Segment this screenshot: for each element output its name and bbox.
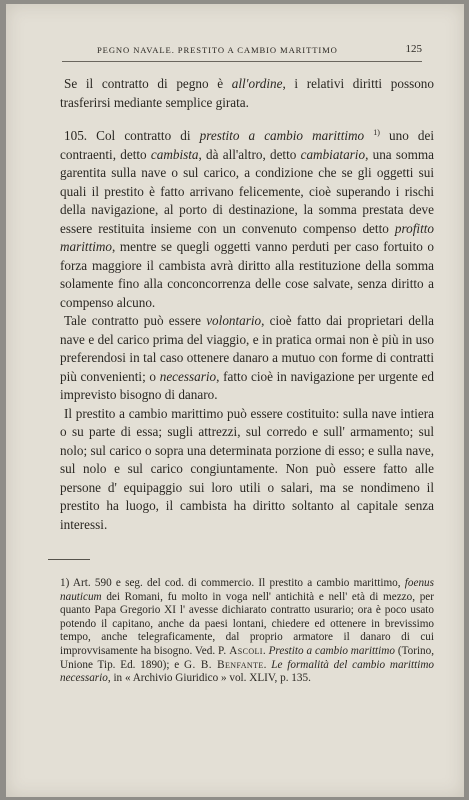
paragraph-105: 105. Col contratto di prestito a cambio marittimo $^{1)}$ uno dei contraenti, detto cambista, dà all'altro, detto cambiatario, una somma garentita sulla nave o sul carico, a condizione che se gli oggetti sui quali il prestito è fatto arrivano felicemente, cioè superando i rischi della navigazione, al porto di destinazione, la somma prestata deve essere restituita insieme con un convenuto compenso detto profitto marittimo, mentre se quegli oggetti vanno perduti per caso fortuito o forza maggiore il cambista avrà diritto alla restituzione della somma solamente fino alla conconcorrenza delle cose salvate, senza diritto a compenso alcuno. (60, 128, 434, 310)
footnote-text: 1) Art. 590 e seg. del cod. di commercio. Il prestito a cambio marittimo, foenus nauticum dei Romani, fu molto in voga nell' antichità e nell' età di mezzo, per quanto Papa Gregorio XI l' avesse dichiarato contratto usurario; ora è poco usato potendo il capitano, anche da paesi lontani, chiedere ed ottenere in brevissimo tempo, anche telegraficamente, dal proprio armatore il danaro di cui improvvisamente ha bisogno. Ved. P. Ascoli. Prestito a cambio marittimo (Torino, Unione Tip. Ed. 1890); e G. B. Benfante. Le formalità del cambio marittimo necessario, in « Archivio Giuridico » vol. XLIV, p. 135. (60, 577, 435, 685)
paragraph-girata: Se il contratto di pegno è all'ordine, i relativi diritti possono trasferirsi mediante semplice girata. (60, 76, 434, 110)
running-head (62, 44, 422, 58)
footnote-rule (48, 559, 90, 560)
header-rule (62, 61, 422, 62)
footnote (60, 577, 434, 686)
page-number: 125 (405, 43, 422, 55)
footnote-ref: 1) (373, 128, 380, 137)
running-head-title: PEGNO NAVALE. PRESTITO A CAMBIO MARITTIMO (97, 45, 338, 55)
paragraph-volontario: Tale contratto può essere volontario, cioè fatto dai proprietari della nave e del carico prima del viaggio, e in pratica ormai non è più in uso preferendosi in tal caso ottenere danaro a mutuo con forme di contratti più convenienti; o necessario, fatto cioè in navigazione per urgente ed imprevisto bisogno di danaro. (60, 313, 435, 402)
paragraph-costituito: Il prestito a cambio marittimo può essere costituito: sulla nave intiera o su parte di essa; sugli attrezzi, sul corredo e sull' armamento; sul nolo; sul carico o sopra una determinata porzione di esso; e sulla nave, sul nolo e sul carico congiuntamente. Non può essere fatto alle persone d' equipaggio sui loro utili o salari, ma se nondimeno il prestito ha luogo, il cambista ha diritto soltanto al capitale senza interessi. (60, 405, 434, 532)
book-page (6, 4, 464, 797)
main-text (60, 75, 434, 534)
